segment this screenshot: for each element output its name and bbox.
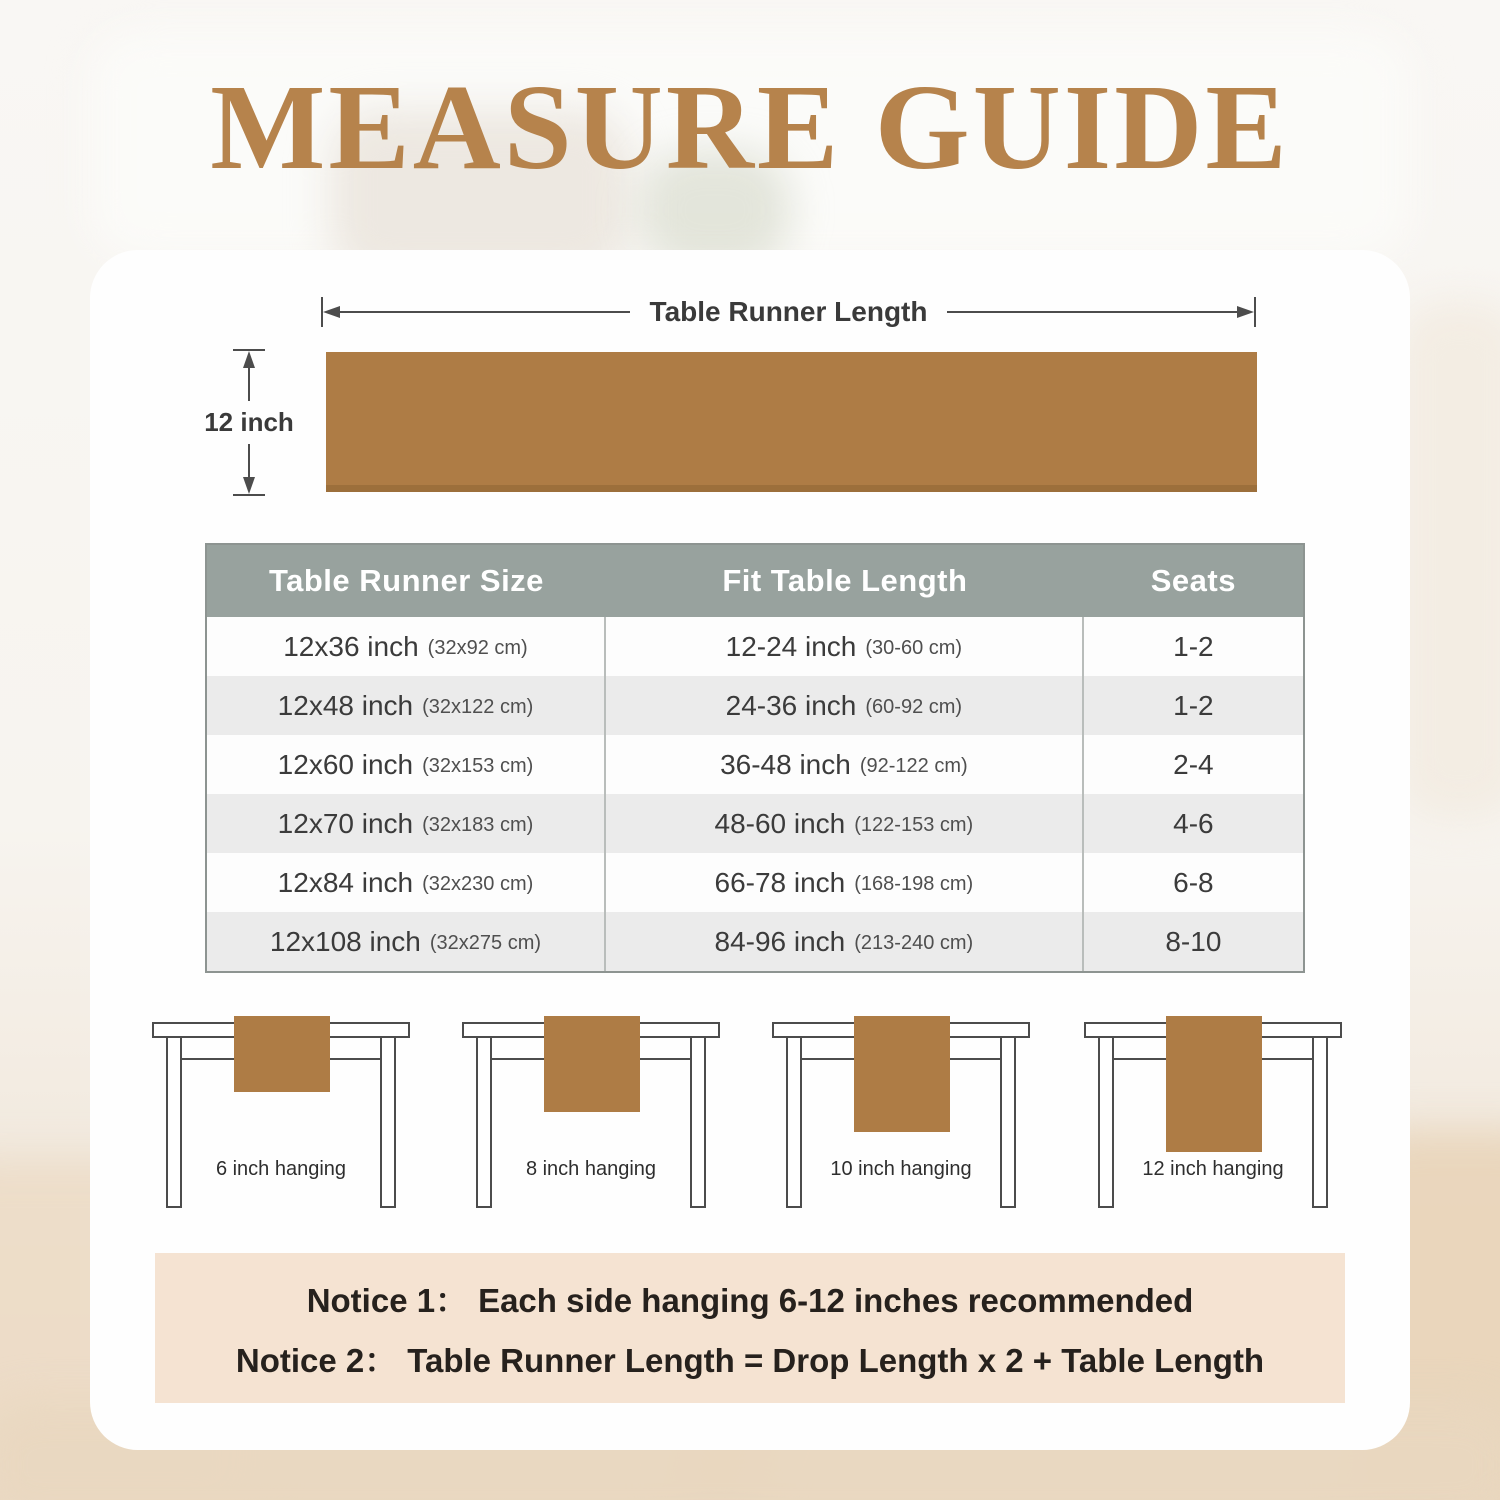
- size-cell: 12x60 inch (32x153 cm): [207, 735, 606, 794]
- hanging-label: 12 inch hanging: [1142, 1158, 1284, 1180]
- hanging-example-12-inch: [1062, 1000, 1364, 1250]
- seats-cell: 4-6: [1173, 807, 1214, 839]
- hanging-example-6-inch: [130, 1000, 432, 1250]
- notice-line-1: [307, 1275, 1194, 1322]
- seats-cell: 2-4: [1173, 748, 1214, 780]
- column-header-size: Table Runner Size: [269, 563, 544, 598]
- hanging-example-8-inch: [440, 1000, 742, 1250]
- table-leg: [166, 1036, 182, 1208]
- dimension-line: [248, 368, 250, 401]
- column-header-fit: Fit Table Length: [722, 563, 968, 598]
- size-cell: 12x84 inch (32x230 cm): [207, 853, 606, 912]
- width-dimension-label: 12 inch: [204, 407, 294, 437]
- fit-cell: 36-48 inch (92-122 cm): [606, 735, 1084, 794]
- notice-box: [155, 1253, 1345, 1403]
- seats-cell: 8-10: [1165, 925, 1222, 957]
- dimension-line: [947, 311, 1237, 313]
- dimension-tick: [1254, 297, 1256, 327]
- size-chart-table: [205, 543, 1305, 973]
- notice-2-text: Table Runner Length = Drop Length x 2 + Table Length: [407, 1341, 1265, 1379]
- bg-blur-shape: [1395, 300, 1500, 820]
- content-card: [90, 250, 1410, 1450]
- hanging-label: 6 inch hanging: [215, 1158, 347, 1180]
- table-leg: [1312, 1036, 1328, 1208]
- notice-line-2: [236, 1335, 1264, 1382]
- dimension-tick: [233, 494, 265, 496]
- table-row: [207, 735, 1303, 794]
- size-cell: 12x70 inch (32x183 cm): [207, 794, 606, 853]
- table-leg: [380, 1036, 396, 1208]
- seats-cell: 6-8: [1173, 866, 1214, 898]
- width-dimension-arrow: [179, 349, 319, 496]
- arrowhead-left-icon: [323, 306, 340, 318]
- table-leg: [690, 1036, 706, 1208]
- dimension-line: [248, 444, 250, 477]
- size-cell: 12x48 inch (32x122 cm): [207, 676, 606, 735]
- runner-drape: [1166, 1016, 1262, 1152]
- fit-cell: 84-96 inch (213-240 cm): [606, 912, 1084, 971]
- fit-cell: 48-60 inch (122-153 cm): [606, 794, 1084, 853]
- hanging-label: 8 inch hanging: [525, 1158, 657, 1180]
- seats-cell: 1-2: [1173, 689, 1214, 721]
- table-row: [207, 912, 1303, 971]
- notice-2-label: Notice 2：: [235, 1341, 398, 1379]
- seats-cell: 1-2: [1173, 630, 1214, 662]
- fit-cell: 24-36 inch (60-92 cm): [606, 676, 1084, 735]
- page-title: MEASURE GUIDE: [210, 60, 1290, 195]
- table-row: [207, 676, 1303, 735]
- table-leg: [786, 1036, 802, 1208]
- hanging-example-10-inch: [750, 1000, 1052, 1250]
- table-runner-swatch: [326, 352, 1257, 492]
- arrowhead-up-icon: [243, 351, 255, 368]
- fit-cell: 66-78 inch (168-198 cm): [606, 853, 1084, 912]
- table-leg: [476, 1036, 492, 1208]
- notice-1-label: Notice 1：: [306, 1281, 469, 1319]
- fit-cell: 12-24 inch (30-60 cm): [606, 617, 1084, 676]
- table-row: [207, 794, 1303, 853]
- table-row: [207, 617, 1303, 676]
- table-row: [207, 853, 1303, 912]
- length-dimension-label: Table Runner Length: [649, 296, 928, 327]
- size-cell: 12x108 inch (32x275 cm): [207, 912, 606, 971]
- dimension-line: [340, 311, 630, 313]
- notice-1-text: Each side hanging 6-12 inches recommended: [478, 1281, 1194, 1319]
- runner-drape: [234, 1016, 330, 1092]
- arrowhead-right-icon: [1237, 306, 1254, 318]
- runner-drape: [854, 1016, 950, 1132]
- arrowhead-down-icon: [243, 477, 255, 494]
- table-leg: [1000, 1036, 1016, 1208]
- table-header-row: [207, 545, 1303, 617]
- column-header-seats: Seats: [1150, 563, 1236, 598]
- table-leg: [1098, 1036, 1114, 1208]
- hanging-label: 10 inch hanging: [830, 1158, 972, 1180]
- runner-drape: [544, 1016, 640, 1112]
- size-cell: 12x36 inch (32x92 cm): [207, 617, 606, 676]
- length-dimension-arrow: [321, 292, 1256, 332]
